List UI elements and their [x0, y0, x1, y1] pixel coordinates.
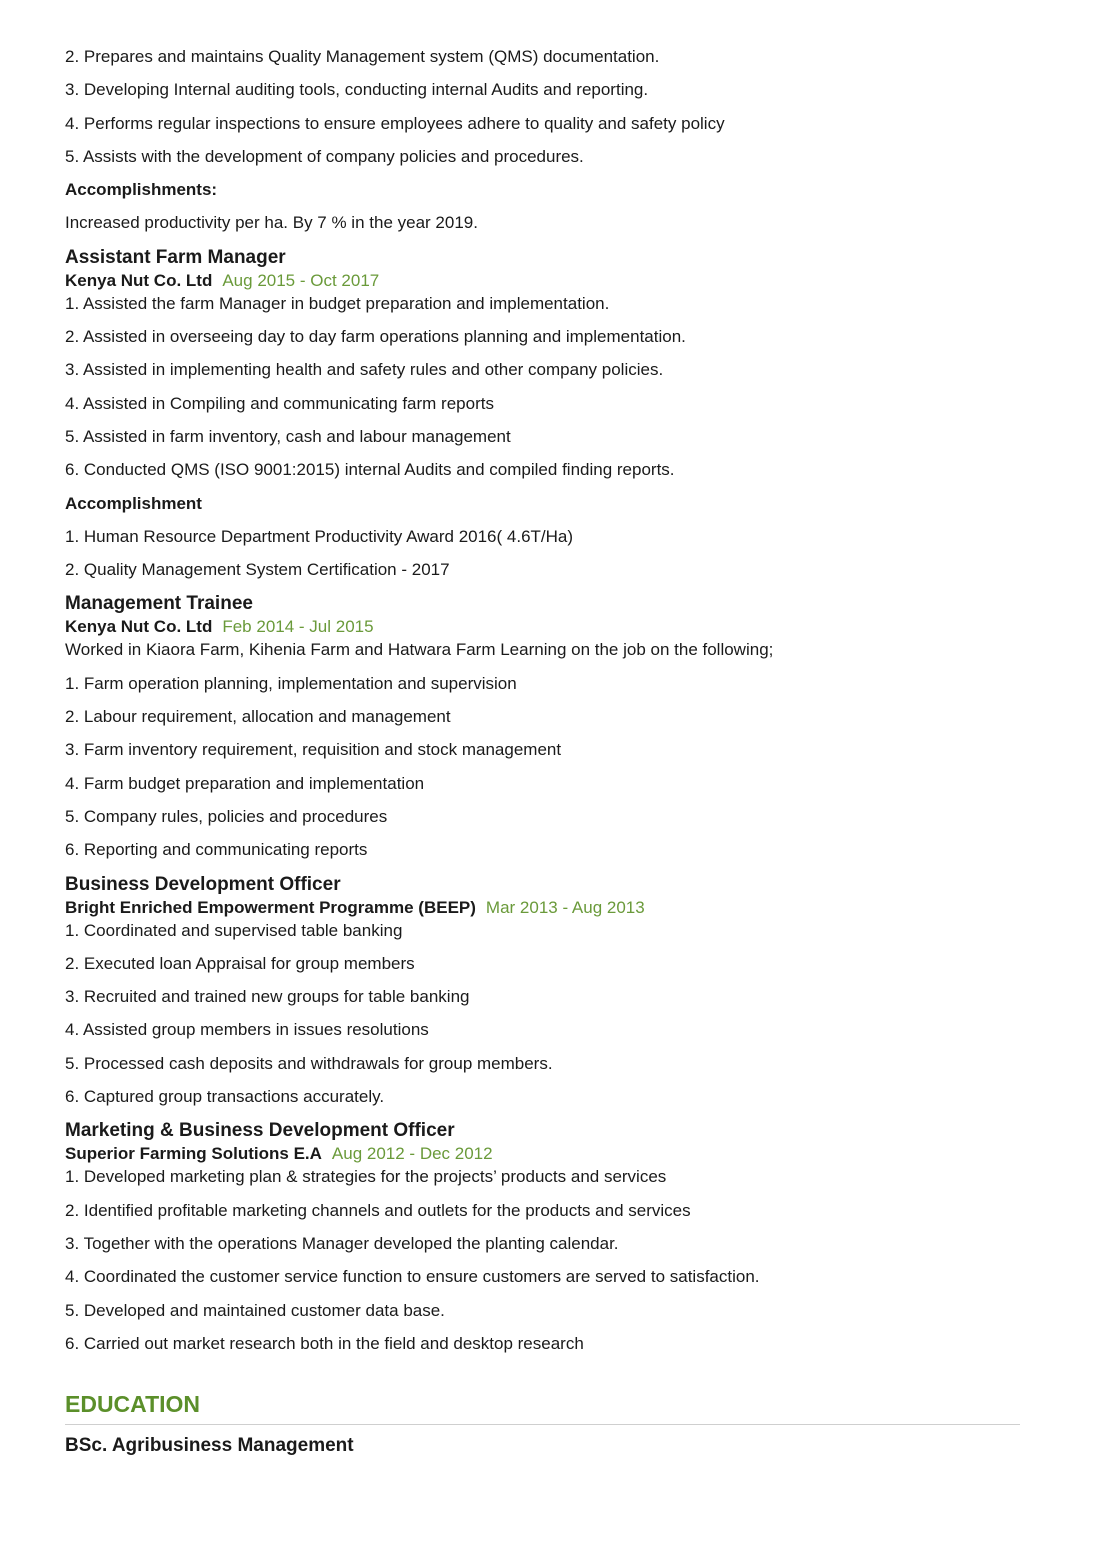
duty-item: 1. Assisted the farm Manager in budget preparation and implementation. — [65, 293, 610, 313]
duty-item: 2. Executed loan Appraisal for group members — [65, 953, 415, 973]
duty-item: 3. Recruited and trained new groups for table banking — [65, 987, 470, 1007]
job-title: Management Trainee — [65, 593, 253, 615]
duty-item: 2. Identified profitable marketing channels and outlets for the products and services — [65, 1200, 691, 1220]
accomplishments-heading: Accomplishments: — [65, 180, 218, 200]
degree-title: BSc. Agribusiness Management — [65, 1434, 354, 1456]
duty-item: 4. Assisted group members in issues resolutions — [65, 1020, 429, 1040]
accomplishment-item: 1. Human Resource Department Productivity Award 2016( 4.6T/Ha) — [65, 526, 574, 546]
job-assistant-farm-manager — [65, 247, 1020, 580]
job-business-development-officer — [65, 874, 1020, 1107]
duty-item: 6. Carried out market research both in the field and desktop research — [65, 1333, 584, 1353]
job-marketing-business-development-officer — [65, 1120, 1020, 1353]
education-heading: EDUCATION — [65, 1390, 201, 1417]
duty-item: 6. Captured group transactions accurately. — [65, 1087, 385, 1107]
duty-item: 1. Developed marketing plan & strategies for the projects’ products and services — [65, 1167, 667, 1187]
duty-item: 5. Assisted in farm inventory, cash and labour management — [65, 426, 511, 446]
duty-item: 4. Farm budget preparation and implementation — [65, 773, 425, 793]
accomplishment-heading: Accomplishment — [65, 493, 202, 513]
job-dates: Feb 2014 - Jul 2015 — [222, 617, 374, 637]
job-dates: Aug 2015 - Oct 2017 — [222, 270, 380, 290]
duty-item: 6. Reporting and communicating reports — [65, 840, 368, 860]
duty-item: 3. Assisted in implementing health and safety rules and other company policies. — [65, 360, 664, 380]
duty-item: 3. Farm inventory requirement, requisition and stock management — [65, 740, 562, 760]
duty-item: 5. Assists with the development of company policies and procedures. — [65, 146, 584, 166]
company-name: Superior Farming Solutions E.A — [65, 1144, 322, 1164]
job-dates: Mar 2013 - Aug 2013 — [485, 897, 645, 917]
duty-item: 1. Farm operation planning, implementation and supervision — [65, 673, 517, 693]
duty-item: 2. Labour requirement, allocation and management — [65, 707, 451, 727]
education-section — [65, 1390, 1020, 1457]
company-line — [65, 898, 1020, 918]
accomplishment-item: Increased productivity per ha. By 7 % in the year 2019. — [65, 213, 478, 233]
company-line — [65, 271, 1020, 291]
company-line — [65, 1144, 1020, 1164]
duty-item: 6. Conducted QMS (ISO 9001:2015) internal Audits and compiled finding reports. — [65, 460, 675, 480]
duty-item: Worked in Kiaora Farm, Kihenia Farm and Hatwara Farm Learning on the job on the following; — [65, 640, 774, 660]
previous-job-continuation — [65, 47, 1020, 233]
section-divider — [65, 1424, 1020, 1425]
company-name: Kenya Nut Co. Ltd — [65, 270, 213, 290]
job-title: Assistant Farm Manager — [65, 246, 286, 268]
accomplishment-item: 2. Quality Management System Certification - 2017 — [65, 560, 450, 580]
duty-item: 3. Together with the operations Manager developed the planting calendar. — [65, 1233, 619, 1253]
resume-content — [65, 47, 1020, 1457]
company-line — [65, 617, 1020, 637]
company-name: Bright Enriched Empowerment Programme (BEEP) — [65, 897, 476, 917]
duty-item: 5. Developed and maintained customer data base. — [65, 1300, 445, 1320]
duty-item: 3. Developing Internal auditing tools, conducting internal Audits and reporting. — [65, 80, 649, 100]
duty-item: 5. Company rules, policies and procedures — [65, 806, 388, 826]
job-management-trainee — [65, 593, 1020, 860]
duty-item: 5. Processed cash deposits and withdrawals for group members. — [65, 1053, 553, 1073]
duty-item: 4. Coordinated the customer service function to ensure customers are served to satisfaction. — [65, 1267, 760, 1287]
duty-item: 1. Coordinated and supervised table banking — [65, 920, 403, 940]
job-title: Business Development Officer — [65, 873, 341, 895]
duty-item: 2. Assisted in overseeing day to day farm operations planning and implementation. — [65, 327, 686, 347]
duty-item: 4. Performs regular inspections to ensure employees adhere to quality and safety policy — [65, 113, 725, 133]
duty-item: 4. Assisted in Compiling and communicating farm reports — [65, 393, 494, 413]
company-name: Kenya Nut Co. Ltd — [65, 617, 213, 637]
duty-item: 2. Prepares and maintains Quality Management system (QMS) documentation. — [65, 47, 660, 66]
job-title: Marketing & Business Development Officer — [65, 1120, 455, 1142]
job-dates: Aug 2012 - Dec 2012 — [331, 1144, 493, 1164]
